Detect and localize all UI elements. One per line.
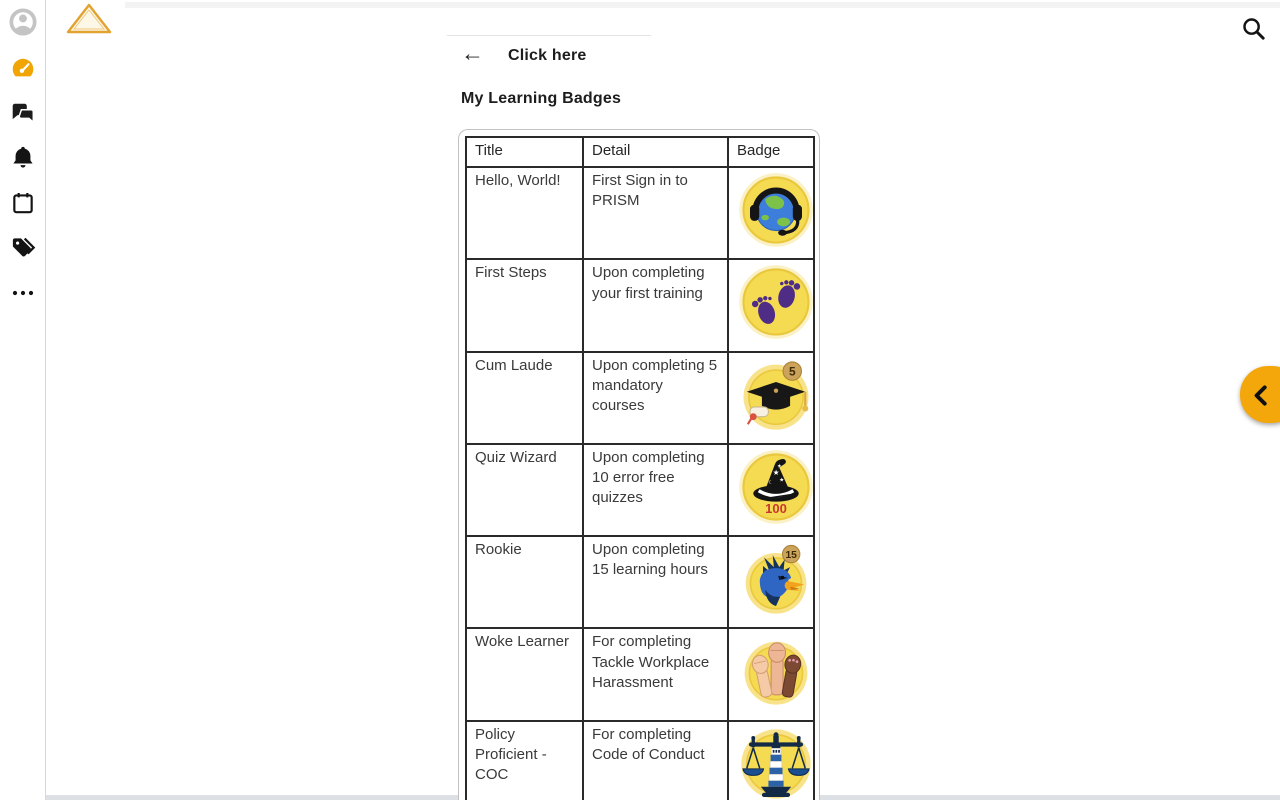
page-title: My Learning Badges — [461, 90, 622, 107]
graduation-cap-badge-icon — [737, 356, 815, 434]
table-row — [466, 721, 814, 800]
tags-icon[interactable] — [9, 235, 36, 267]
badge-title: Rookie — [466, 536, 583, 628]
column-header-detail: Detail — [583, 137, 728, 167]
badge-detail: For completing Tackle Workplace Harassment — [583, 628, 728, 720]
badge-detail: Upon completing 5 mandatory courses — [583, 352, 728, 444]
back-arrow-icon[interactable]: ← — [461, 40, 484, 66]
notifications-bell-icon[interactable] — [9, 144, 36, 176]
badge-detail: For completing Code of Conduct — [583, 721, 728, 800]
table-row — [466, 352, 814, 444]
top-strip — [125, 2, 1280, 8]
triangle-logo[interactable] — [66, 3, 112, 39]
side-panel-toggle-button[interactable] — [1240, 366, 1280, 423]
divider-line — [447, 35, 651, 36]
badge-detail: Upon completing 10 error free quizzes — [583, 444, 728, 536]
table-row — [466, 444, 814, 536]
sidebar — [0, 0, 46, 800]
svg-text:☾: ☾ — [768, 479, 774, 486]
badge-title: First Steps — [466, 259, 583, 351]
search-icon — [1240, 15, 1267, 42]
speedometer-dashboard-icon[interactable] — [10, 55, 36, 86]
svg-text:★: ★ — [777, 464, 782, 470]
chevron-left-icon — [1249, 382, 1275, 408]
badges-table-card — [458, 129, 820, 800]
chat-bubbles-icon[interactable] — [10, 100, 36, 131]
badge-title: Hello, World! — [466, 167, 583, 259]
badge-detail: Upon completing 15 learning hours — [583, 536, 728, 628]
calendar-icon[interactable] — [10, 190, 36, 221]
table-row — [466, 536, 814, 628]
table-header-row — [466, 137, 814, 167]
raised-fists-badge-icon — [737, 632, 815, 710]
svg-text:★: ★ — [779, 477, 785, 484]
badge-count: 5 — [788, 364, 796, 378]
table-row — [466, 259, 814, 351]
badge-detail: Upon completing your first training — [583, 259, 728, 351]
table-row — [466, 628, 814, 720]
badge-title: Quiz Wizard — [466, 444, 583, 536]
more-ellipsis-icon[interactable] — [10, 286, 36, 305]
wizard-hat-badge-icon — [737, 448, 815, 526]
scales-lighthouse-badge-icon — [737, 725, 815, 800]
footprints-badge-icon — [737, 263, 815, 341]
badge-title: Policy Proficient - COC — [466, 721, 583, 800]
svg-text:★: ★ — [772, 467, 780, 477]
search-button[interactable] — [1238, 13, 1268, 43]
badges-table — [465, 136, 815, 800]
badge-count: 15 — [785, 550, 797, 562]
avatar[interactable] — [9, 8, 37, 41]
badge-title: Cum Laude — [466, 352, 583, 444]
column-header-title: Title — [466, 137, 583, 167]
globe-headset-badge-icon — [737, 171, 815, 249]
blue-bird-badge-icon — [737, 540, 815, 618]
back-link[interactable]: Click here — [508, 47, 587, 64]
badge-detail: First Sign in to PRISM — [583, 167, 728, 259]
table-row — [466, 167, 814, 259]
column-header-badge: Badge — [728, 137, 814, 167]
badge-label: 100 — [765, 500, 787, 516]
badge-title: Woke Learner — [466, 628, 583, 720]
